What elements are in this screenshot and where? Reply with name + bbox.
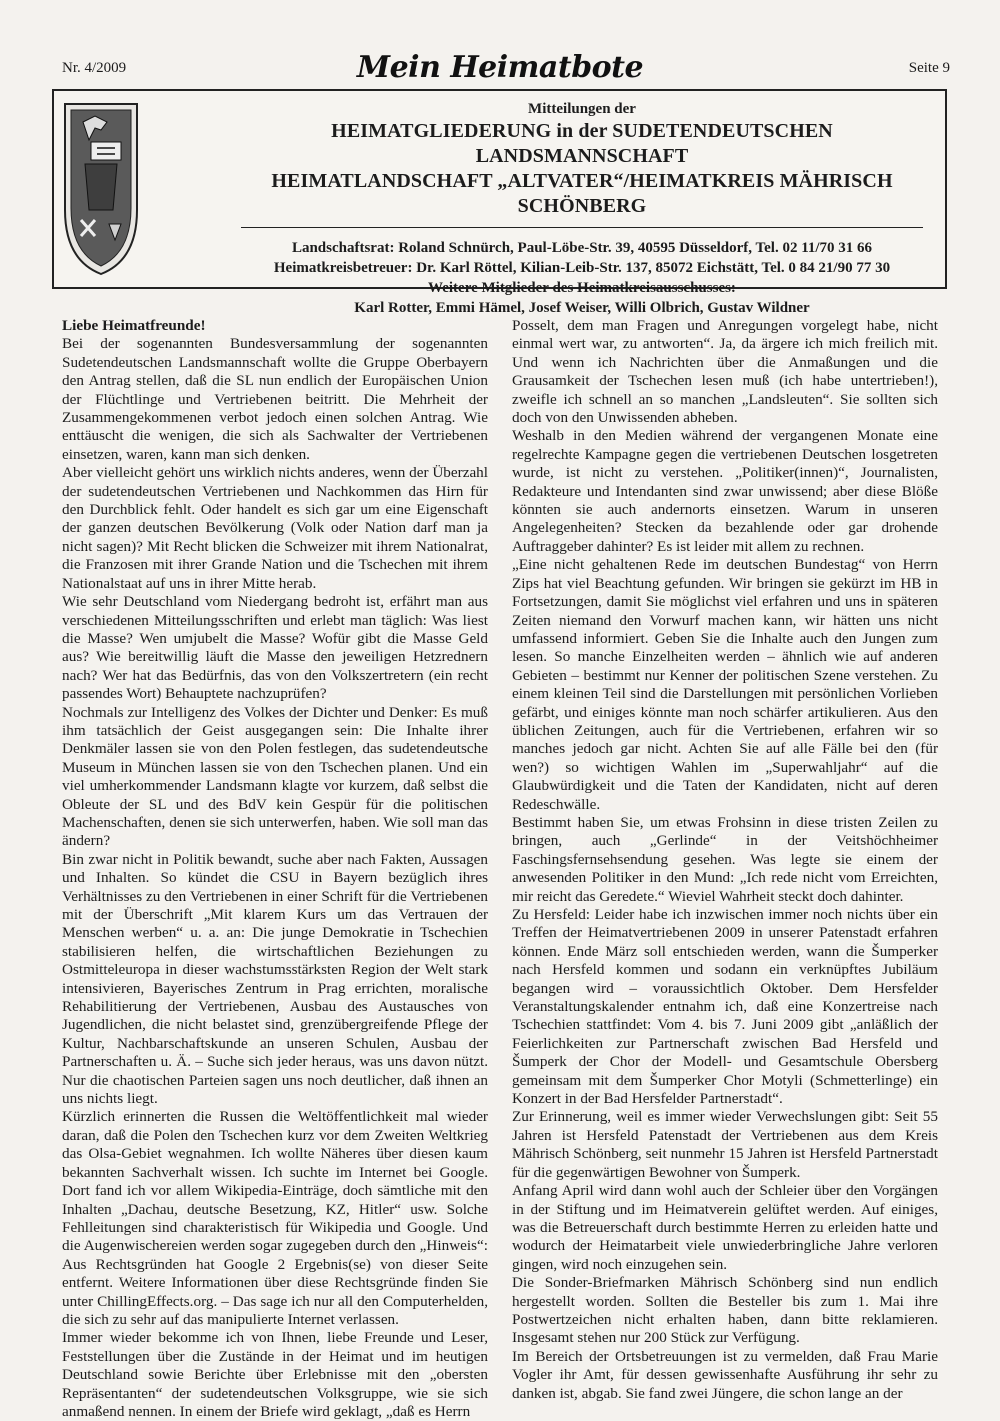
association-info-box xyxy=(52,89,947,316)
info-divider xyxy=(241,227,923,228)
article-paragraph: Posselt, dem man Fragen und Anregungen vorgelegt habe, nicht einmal wert war, zu antworten“. Ja, da ärgere ich mich freilich mit. Und wenn ich Nachrichten über die Anmaßungen und die Grausamkeit der Tschechen lesen muß (ich habe untertrieben!), zweifle ich schnell an so manchen „Landsleuten“. Sie sollten sich doch von den Unwissenden abheben. xyxy=(512,317,938,427)
masthead-title: Mein Heimatbote xyxy=(356,50,644,85)
info-title-line1: HEIMATGLIEDERUNG in der SUDETENDEUTSCHEN LANDSMANNSCHAFT xyxy=(331,120,833,167)
info-members-heading: Weitere Mitglieder des Heimatkreisausschusses: xyxy=(428,280,736,296)
article-paragraph: Bestimmt haben Sie, um etwas Frohsinn in diese tristen Zeilen zu bringen, auch „Gerlinde“ in der Veitshöchheimer Faschingsfernsehsendung gesehen. Was legte sie einem der anwesenden Politiker in den Mund: „Ich rede nicht vom Erreichten, mir reicht das Geredete.“ Wieviel Wahrheit steckt doch dahinter. xyxy=(512,813,938,905)
page-number: Seite 9 xyxy=(908,60,950,76)
article-column-left xyxy=(62,317,488,1421)
heraldic-eagle-shield-icon xyxy=(61,100,141,278)
article-greeting: Liebe Heimatfreunde! xyxy=(62,317,206,334)
article-paragraph: Kürzlich erinnerten die Russen die Weltöffentlichkeit mal wieder daran, daß die Polen den Tschechen kurz vor dem Zweiten Weltkrieg das Olsa-Gebiet wegnahmen. Ich wollte Näheres über diesen kaum bekannten Sachverhalt wissen. Ich suchte im Internet bei Google. Dort fand ich vor allem Wikipedia-Einträge, doch sämtliche mit den Inhalten „Dachau, deutsche Besetzung, KZ, Hitler“ usw. Solche Fehlleitungen sind charakteristisch für Wikipedia und Google. Und die Augenwischereien werden sogar zugegeben durch den „Hinweis“: Aus Rechtsgründen hat Google 2 Ergebnis(se) von dieser Seite entfernt. Weitere Informationen über diese Rechtsgründe finden Sie unter ChillingEffects.org. – Das sage ich nur all den Computerhelden, die sich zu sehr auf das manipulierte Internet verlassen. xyxy=(62,1108,488,1328)
issue-number: Nr. 4/2009 xyxy=(62,60,127,76)
article-paragraph: Zur Erinnerung, weil es immer wieder Verwechslungen gibt: Seit 55 Jahren ist Hersfeld Patenstadt der Vertriebenen aus dem Kreis Mährisch Schönberg, seit nunmehr 15 Jahren ist Hersfeld Partnerstadt für die gegenwärtigen Bewohner von Šumperk. xyxy=(512,1108,938,1181)
article-paragraph: Zu Hersfeld: Leider habe ich inzwischen immer noch nichts über ein Treffen der Heimatvertriebenen 2009 in unserer Patenstadt erfahren können. Ende März soll entschieden werden, wann die Šumperker nach Hersfeld kommen und sodann ein verknüpftes Jubiläum begangen wird – voraussichtlich Oktober. Dem Hersfelder Veranstaltungskalender entnahm ich, daß eine Konzertreise nach Tschechien stattfindet: Vom 4. bis 7. Juni 2009 gibt „anläßlich der Feierlichkeiten zur Partnerschaft zwischen Bad Hersfeld und Šumperk der Chor der Modell- und Gesamtschule Obersberg gemeinsam mit dem Šumperker Chor Motyli (Schmetterlinge) ein Konzert in der Bad Hersfelder Partnerstadt“. xyxy=(512,906,938,1108)
info-subtitle: Mitteilungen der xyxy=(528,101,636,117)
article-paragraph: Nochmals zur Intelligenz des Volkes der Dichter und Denker: Es muß ihm tatsächlich der Geist ausgegangen sein: Die Inhalte ihrer Denkmäler lassen sie von den Polen festlegen, das sudetendeutsche Museum in München lassen sie von den Tschechen planen. Und ein viel umherkommender Landsmann klagte vor kurzem, daß selbst die Obleute der SL und des BdV kein Gespür für die politischen Machenschaften, denen sie sich unterwerfen, haben. Wie soll man das ändern? xyxy=(62,703,488,850)
info-landschaftsrat: Landschaftsrat: Roland Schnürch, Paul-Löbe-Str. 39, 40595 Düsseldorf, Tel. 02 11/70 31 66 xyxy=(291,240,873,256)
article-paragraph: Im Bereich der Ortsbetreuungen ist zu vermelden, daß Frau Marie Vogler ihr Amt, für dessen gewissenhafte Ausführung ihr sehr zu danken ist, abgab. Sie fand zwei Jüngere, die schon lange an der xyxy=(512,1347,938,1402)
article-paragraph: Anfang April wird dann wohl auch der Schleier über den Vorgängen in der Stiftung und im Heimatverein gelüftet werden. Auf einiges, was die Betreuerschaft durch bestimmte Herren zu erleiden hatte und wodurch der Heimatarbeit viele unwiederbringliche Jahre verloren gingen, wird noch einzugehen sein. xyxy=(512,1182,938,1273)
article-paragraph: Aber vielleicht gehört uns wirklich nichts anderes, wenn der Überzahl der sudetendeutschen Vertriebenen und Nachkommen das Hirn für den Durchblick fehlt. Oder handelt es sich gar um eine Eigenschaft der ganzen deutschen Bevölkerung (Volk oder Nation darf man ja nicht sagen)? Mit Recht blicken die Schweizer mit ihrem Nationalrat, die Franzosen mit ihrer Grande Nation und die Tschechen mit ihrem Nationalstaat auf uns in ihrer Mitte herab. xyxy=(62,464,488,592)
article-paragraph: Immer wieder bekomme ich von Ihnen, liebe Freunde und Leser, Feststellungen über die Zustände in der Heimat und im heutigen Deutschland sowie Berichte über Erlebnisse mit den „obersten Repräsentanten“ der sudetendeutschen Volksgruppe, wie sie sich anmaßend nennen. In einem der Briefe wird geklagt, „daß es Herrn xyxy=(62,1329,488,1420)
article-paragraph: Die Sonder-Briefmarken Mährisch Schönberg sind nun endlich hergestellt worden. Sollten die Besteller bis zum 1. Mai ihre Postwertzeichen nicht erhalten haben, dann bitte reklamieren. Insgesamt stehen nur 200 Stück zur Verfügung. xyxy=(512,1274,938,1347)
article-column-right xyxy=(512,317,938,1403)
article-paragraph: Wie sehr Deutschland vom Niedergang bedroht ist, erfährt man aus verschiedenen Mitteilungsschriften und erlebt man täglich: Was liest die Masse? Wen umjubelt die Masse? Wofür gibt die Masse Geld aus? Wie bereitwillig läuft die Masse den jeweiligen Hetzrednern nach? Wer hat das Bedürfnis, das von den Volkszertretern (ein recht passendes Wort) Behauptete nachzuprüfen? xyxy=(62,593,488,703)
info-title-line2: HEIMATLANDSCHAFT „ALTVATER“/HEIMATKREIS MÄHRISCH SCHÖNBERG xyxy=(271,170,893,217)
article-paragraph: „Eine nicht gehaltenen Rede im deutschen Bundestag“ von Herrn Zips hat viel Beachtung gefunden. Wir bringen sie gekürzt im HB in Fortsetzungen, damit Sie möglichst viel erfahren und uns in späteren Zeiten niemand den Vorwurf machen kann, wir hätten uns nicht umfassend informiert. Geben Sie die Inhalte auch den Jungen zum lesen. So manche Einzelheiten werden – ähnlich wie auf anderen Gebieten – bestimmt nur Kenner der politischen Szene verstehen. Zu einem kleinen Teil sind die Darstellungen mit persönlichen Vorlieben gefärbt, und einiges könnte man noch schärfer artikulieren. Aus den üblichen Zeitungen, auch für die Vertriebenen, erfahren wir so manches jedoch gar nicht. Achten Sie auf alle Fälle bei den (für wen?) so wichtigen Wahlen im „Superwahljahr“ auf die Glaubwürdigkeit und die Taten der Kandidaten, nicht auf deren Redeschwälle. xyxy=(512,556,938,813)
info-members: Karl Rotter, Emmi Hämel, Josef Weiser, Willi Olbrich, Gustav Wildner xyxy=(354,300,810,316)
article-paragraph: Weshalb in den Medien während der vergangenen Monate eine regelrechte Kampagne gegen die vertriebenen Deutschen losgetreten wurde, ist nicht zu verstehen. „Politiker(innen)“, Journalisten, Redakteure und Intendanten sind zwar unwissend; aber diese Blöße könnten sie auch andernorts einsetzen. Warum in unseren Angelegenheiten? Stecken da bezahlende oder gar drohende Auftraggeber dahinter? Es ist leider mit allem zu rechnen. xyxy=(512,427,938,555)
info-heimatkreisbetreuer: Heimatkreisbetreuer: Dr. Karl Röttel, Kilian-Leib-Str. 137, 85072 Eichstätt, Tel. 0 84 21/90 77 30 xyxy=(273,260,891,276)
article-paragraph: Bin zwar nicht in Politik bewandt, suche aber nach Fakten, Aussagen und Inhalten. So kündet die CSU in Bayern bezüglich ihres Verhältnisses zu den Vertriebenen in einer Schrift für die Vertriebenen mit der Überschrift „Mit klarem Kurs um das Vertrauen der Menschen werben“ u. a. an: Die junge Demokratie in Tschechien stabilisieren helfen, die wirtschaftlichen Beziehungen zu Ostmitteleuropa in dieser wachstumsstärksten Region der Welt stark intensivieren, Bayerisches Zentrum in Prag errichten, moralische Rehabilitierung der Vertriebenen, Ausbau des Austausches von Jugendlichen, die nicht belastet sind, grenzübergreifende Pflege der Kultur, Nachbarschaftskunde an unseren Schulen, Ausbau der Partnerschaften u. Ä. – Suche sich jeder heraus, was uns davon nützt. Nur die chaotischen Parteien sagen uns noch deutlicher, daß ihnen an uns nichts liegt. xyxy=(62,850,488,1108)
article-paragraph: Bei der sogenannten Bundesversammlung der sogenannten Sudetendeutschen Landsmannschaft wollte die Gruppe Oberbayern den Antrag stellen, daß die SL nun endlich der Europäischen Union der Flüchtlinge und Vertriebenen beitritt. Die Mehrheit der Zusammengekommenen verbot jedoch einen solchen Antrag. Wie enttäuscht die wenigen, die sich als Sachwalter der Vertriebenen einsetzen, waren, kann man sich denken. xyxy=(62,335,488,463)
